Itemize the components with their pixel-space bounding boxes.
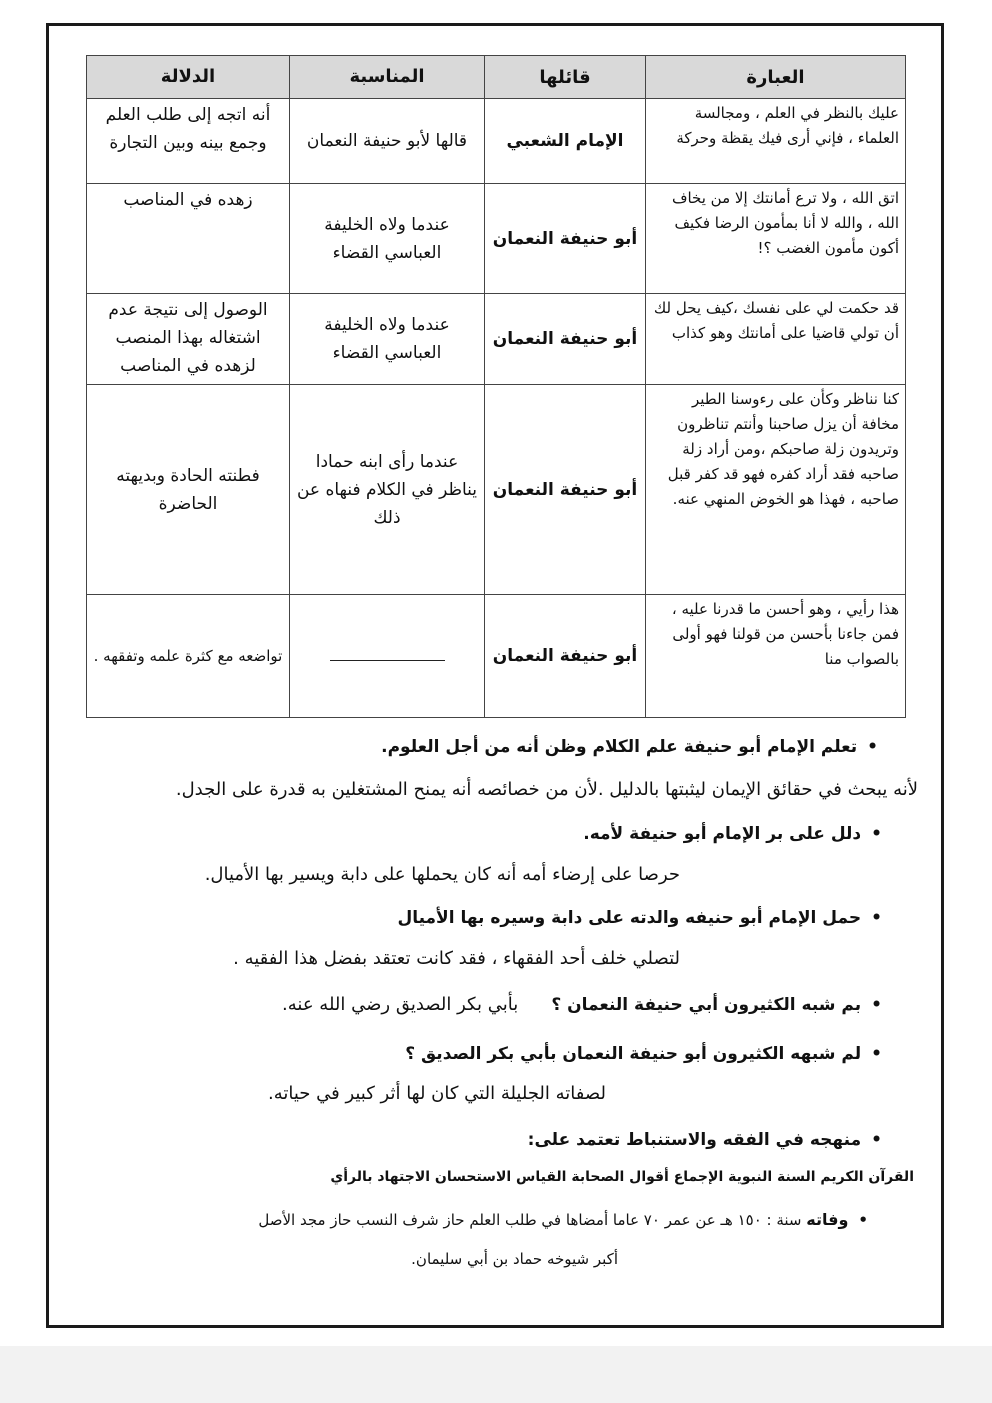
question-text: بم شبه الكثيرون أبي حنيفة النعمان ؟ [551,995,862,1015]
question-text: حمل الإمام أبو حنيفه والدته على دابة وسيره بها الأميال [397,908,862,928]
bullet-icon: • [871,1130,882,1150]
cell-dalala: زهده في المناصب [87,184,290,294]
cell-munasaba-empty [290,595,485,718]
bullet-icon: • [871,1044,882,1064]
bullet-icon: • [871,995,882,1015]
bullet-icon: • [867,737,878,757]
cell-ibara: هذا رأيي ، وهو أحسن ما قدرنا عليه ، فمن جاءنا بأحسن من قولنا فهو أولى بالصواب منا [646,595,906,718]
cell-dalala: تواضعه مع كثرة علمه وتفقهه . [87,595,290,718]
header-dalala: الدلالة [87,56,290,99]
bullet-icon: • [871,908,882,928]
question-text: تعلم الإمام أبو حنيفة علم الكلام وظن أنه من أجل العلوم. [381,737,858,757]
question-text: منهجه في الفقه والاستنباط تعتمد على: [527,1130,862,1150]
cell-dalala: الوصول إلى نتيجة عدم اشتغاله بهذا المنصب لزهده في المناصب [87,294,290,385]
question-2 [80,824,918,844]
cell-ibara: قد حكمت لي على نفسك ،كيف يحل لك أن تولي قاضيا على أمانتك وهو كذاب [646,294,906,385]
cell-ibara: اتق الله ، ولا ترع أمانتك إلا من يخاف الله ، والله لا أنا بمأمون الرضا فكيف أكون مأمون الغضب ؟! [646,184,906,294]
answer-4: بأبي بكر الصديق رضي الله عنه. [282,994,519,1015]
cell-munasaba: عندما رأى ابنه حمادا يناظر في الكلام فنهاه عن ذلك [290,385,485,595]
table-row [87,99,906,184]
cell-munasaba: عندما ولاه الخليفة العباسي القضاء [290,184,485,294]
question-5 [80,1044,918,1064]
cell-dalala: فطنته الحادة وبديهته الحاضرة [87,385,290,595]
answer-3: لتصلي خلف أحد الفقهاء ، فقد كانت تعتقد بفضل هذا الفقيه . [233,948,680,969]
question-1 [80,737,918,757]
blank-line [330,660,445,661]
death-line [80,1210,918,1229]
death-label: وفاته [806,1210,849,1229]
table-row [87,595,906,718]
bullet-icon: • [858,1211,868,1229]
cell-munasaba: عندما ولاه الخليفة العباسي القضاء [290,294,485,385]
cell-munasaba: قالها لأبو حنيفة النعمان [290,99,485,184]
question-text: دلل على بر الإمام أبو حنيفة لأمه. [583,824,862,844]
question-4 [80,994,918,1015]
answer-5: لصفاته الجليلة التي كان لها أثر كبير في حياته. [267,1083,606,1104]
teacher-line: أكبر شيوخه حماد بن أبي سليمان. [411,1250,618,1268]
cell-qail: الإمام الشعبي [485,99,646,184]
header-ibara: العبارة [646,56,906,99]
table-row [87,385,906,595]
cell-qail: أبو حنيفة النعمان [485,294,646,385]
page-bottom-margin [0,1346,992,1403]
sayings-table [86,55,906,718]
table-row [87,184,906,294]
cell-ibara: كنا نناظر وكأن على رءوسنا الطير مخافة أن يزل صاحبنا وأنتم تناظرون وتريدون زلة صاحبكم ،ومن أراد زلة صاحبه فقد أراد كفره فهو قد كفر قبل صاحبه ، فهذا هو الخوض المنهي عنه. [646,385,906,595]
table-row [87,294,906,385]
question-text: لم شبهه الكثيرون أبو حنيفة النعمان بأبي بكر الصديق ؟ [405,1044,862,1064]
header-qail: قائلها [485,56,646,99]
header-munasaba: المناسبة [290,56,485,99]
cell-qail: أبو حنيفة النعمان [485,595,646,718]
table-header-row [87,56,906,99]
question-6 [80,1130,918,1150]
bullet-icon: • [871,824,882,844]
answer-2: حرصا على إرضاء أمه أنه كان يحملها على دابة ويسير بها الأميال. [204,864,680,885]
cell-qail: أبو حنيفة النعمان [485,184,646,294]
answer-6: القرآن الكريم السنة النبوية الإجماع أقوال الصحابة القياس الاستحسان الاجتهاد بالرأي [330,1169,914,1185]
question-3 [80,908,918,928]
cell-dalala: أنه اتجه إلى طلب العلم وجمع بينه وبين التجارة [87,99,290,184]
answer-1: لأنه يبحث في حقائق الإيمان ليثبتها بالدليل .لأن من خصائصه أنه يمنح المشتغلين به قدرة على الجدل. [175,779,918,800]
death-text: سنة : ١٥٠ هـ عن عمر ٧٠ عاما أمضاها في طلب العلم حاز شرف النسب حاز مجد الأصل [258,1211,802,1229]
cell-qail: أبو حنيفة النعمان [485,385,646,595]
cell-ibara: عليك بالنظر في العلم ، ومجالسة العلماء ، فإني أرى فيك يقظة وحركة [646,99,906,184]
